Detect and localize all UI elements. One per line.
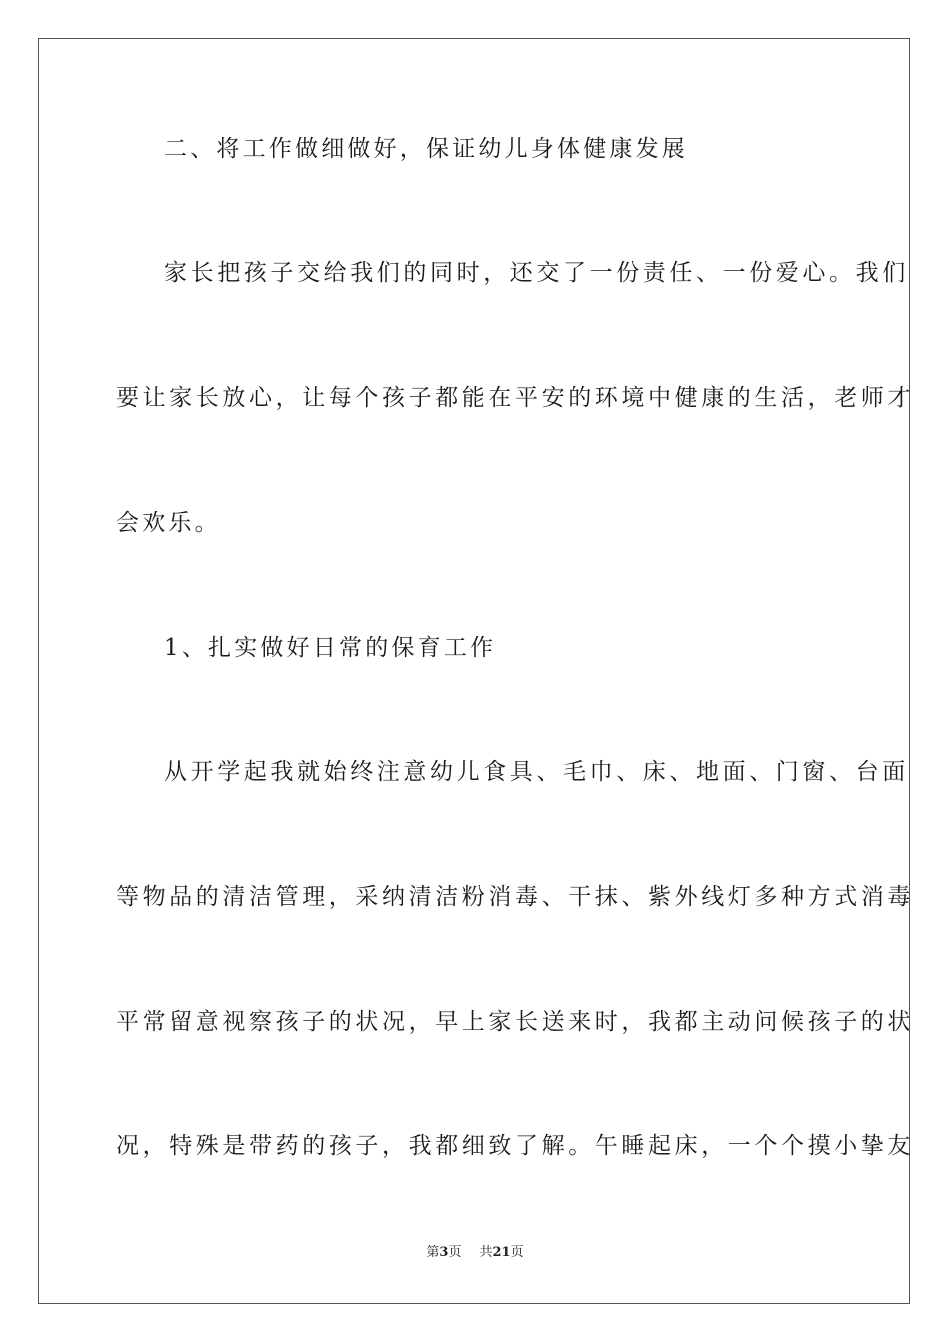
footer-page-total: 21 [492,1245,511,1260]
footer-total-suffix: 页 [510,1245,524,1260]
section-heading: 二、将工作做细做好，保证幼儿身体健康发展 [164,136,688,162]
subsection-heading: 1、扎实做好日常的保育工作 [164,635,497,661]
footer-page-suffix: 页 [448,1245,462,1260]
footer-page-current: 3 [439,1245,449,1260]
paragraph-line-4: 从开学起我就始终注意幼儿食具、毛巾、床、地面、门窗、台面 [164,759,909,785]
page-border [38,38,914,1304]
footer-total-prefix: 共 [479,1245,493,1260]
paragraph-line-1: 家长把孩子交给我们的同时，还交了一份责任、一份爱心。我们 [164,260,909,286]
paragraph-line-3: 会欢乐。 [116,510,221,536]
paragraph-line-5: 等物品的清洁管理，采纳清洁粉消毒、干抹、紫外线灯多种方式消毒 [116,884,914,910]
footer-page-prefix: 第 [426,1245,440,1260]
paragraph-line-2: 要让家长放心，让每个孩子都能在平安的环境中健康的生活，老师才 [116,385,914,411]
page-footer [0,1244,950,1262]
paragraph-line-7: 况，特殊是带药的孩子，我都细致了解。午睡起床，一个个摸小挚友 [116,1133,914,1159]
paragraph-line-6: 平常留意视察孩子的状况，早上家长送来时，我都主动问候孩子的状 [116,1009,914,1035]
